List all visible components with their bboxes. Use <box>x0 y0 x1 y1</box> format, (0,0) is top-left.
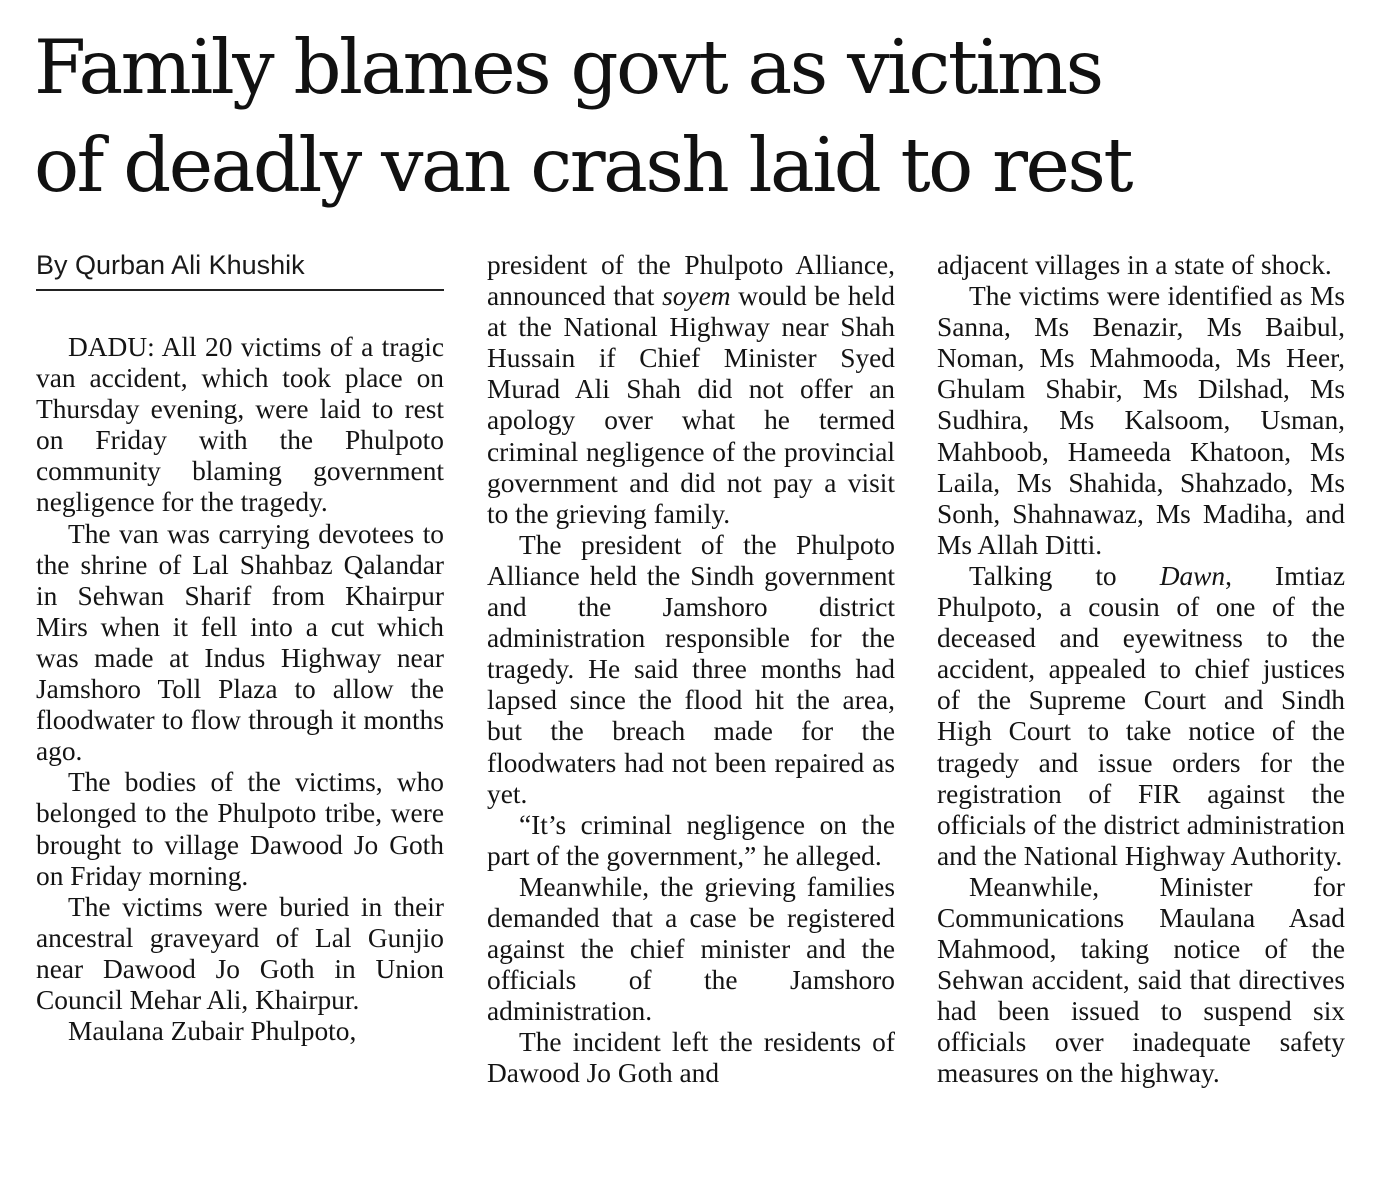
article-column-3 <box>937 250 1345 1090</box>
paragraph-continued <box>487 250 895 530</box>
headline <box>34 18 1354 214</box>
article-column-2 <box>487 250 895 1090</box>
article-column-1 <box>36 250 444 1047</box>
headline-line-2: of deadly van crash laid to rest <box>34 121 1132 209</box>
paragraph: “It’s criminal negligence on the part of the government,” he alleged. <box>487 809 895 871</box>
paragraph <box>937 561 1345 872</box>
italic-term: soyem <box>662 281 731 312</box>
paragraph: The bodies of the victims, who belonged to the Phulpoto tribe, were brought to village Dawood Jo Goth on Friday morning. <box>36 767 444 891</box>
paragraph: DADU: All 20 victims of a tragic van accident, which took place on Thursday evening, were laid to rest on Friday with the Phulpoto community blaming government negligence for the tragedy. <box>36 332 444 518</box>
paragraph: The incident left the residents of Dawood Jo Goth and <box>487 1027 895 1089</box>
paragraph: Maulana Zubair Phulpoto, <box>68 1016 357 1047</box>
paragraph: The victims were buried in their ancestral graveyard of Lal Gunjio near Dawood Jo Goth in Union Council Mehar Ali, Khairpur. <box>36 891 444 1015</box>
paragraph: The victims were identified as Ms Sanna, Ms Benazir, Ms Baibul, Noman, Ms Mahmooda, Ms Heer, Ghulam Shabir, Ms Dilshad, Ms Sudhira, Ms Kalsoom, Usman, Mahboob, Hameeda Khatoon, Ms Laila, Ms Shahida, Shahzado, Ms Sonh, Shahnawaz, Ms Madiha, and Ms Allah Ditti. <box>937 281 1345 560</box>
headline-line-1: Family blames govt as victims <box>34 23 1102 111</box>
text-run: would be held at the National Highway near Shah Hussain if Chief Minister Syed Murad Ali Shah did not offer an apology over what he termed criminal negligence of the provincial government and did not pay a visit to the grieving family. <box>487 281 895 529</box>
paragraph: Meanwhile, the grieving families demanded that a case be registered against the chief minister and the officials of the Jamshoro administration. <box>487 871 895 1027</box>
paragraph: The president of the Phulpoto Alliance held the Sindh government and the Jamshoro district administration responsible for the tragedy. He said three months had lapsed since the flood hit the area, but the breach made for the floodwaters had not been repaired as yet. <box>487 529 895 809</box>
text-run: , Imtiaz Phulpoto, a cousin of one of the deceased and eyewitness to the accident, appealed to chief justices of the Supreme Court and Sindh High Court to take notice of the tragedy and issue orders for the registration of FIR against the officials of the district administration and the National Highway Authority. <box>937 560 1345 871</box>
paragraph: Meanwhile, Minister for Communications Maulana Asad Mahmood, taking notice of the Sehwan accident, said that directives had been issued to suspend six officials over inadequate safety measures on the highway. <box>937 871 1345 1089</box>
italic-term: Dawn <box>1159 560 1226 591</box>
text-run: Talking to <box>969 560 1117 591</box>
paragraph-continued: adjacent villages in a state of shock. <box>937 250 1332 280</box>
text-run: president of the Phulpoto Alliance, announced that <box>487 250 895 312</box>
paragraph: The van was carrying devotees to the shrine of Lal Shahbaz Qalandar in Sehwan Sharif from Khairpur Mirs when it fell into a cut which was made at Indus Highway near Jamshoro Toll Plaza to allow the floodwater to flow through it months ago. <box>36 518 444 767</box>
byline: By Qurban Ali Khushik <box>36 250 444 291</box>
